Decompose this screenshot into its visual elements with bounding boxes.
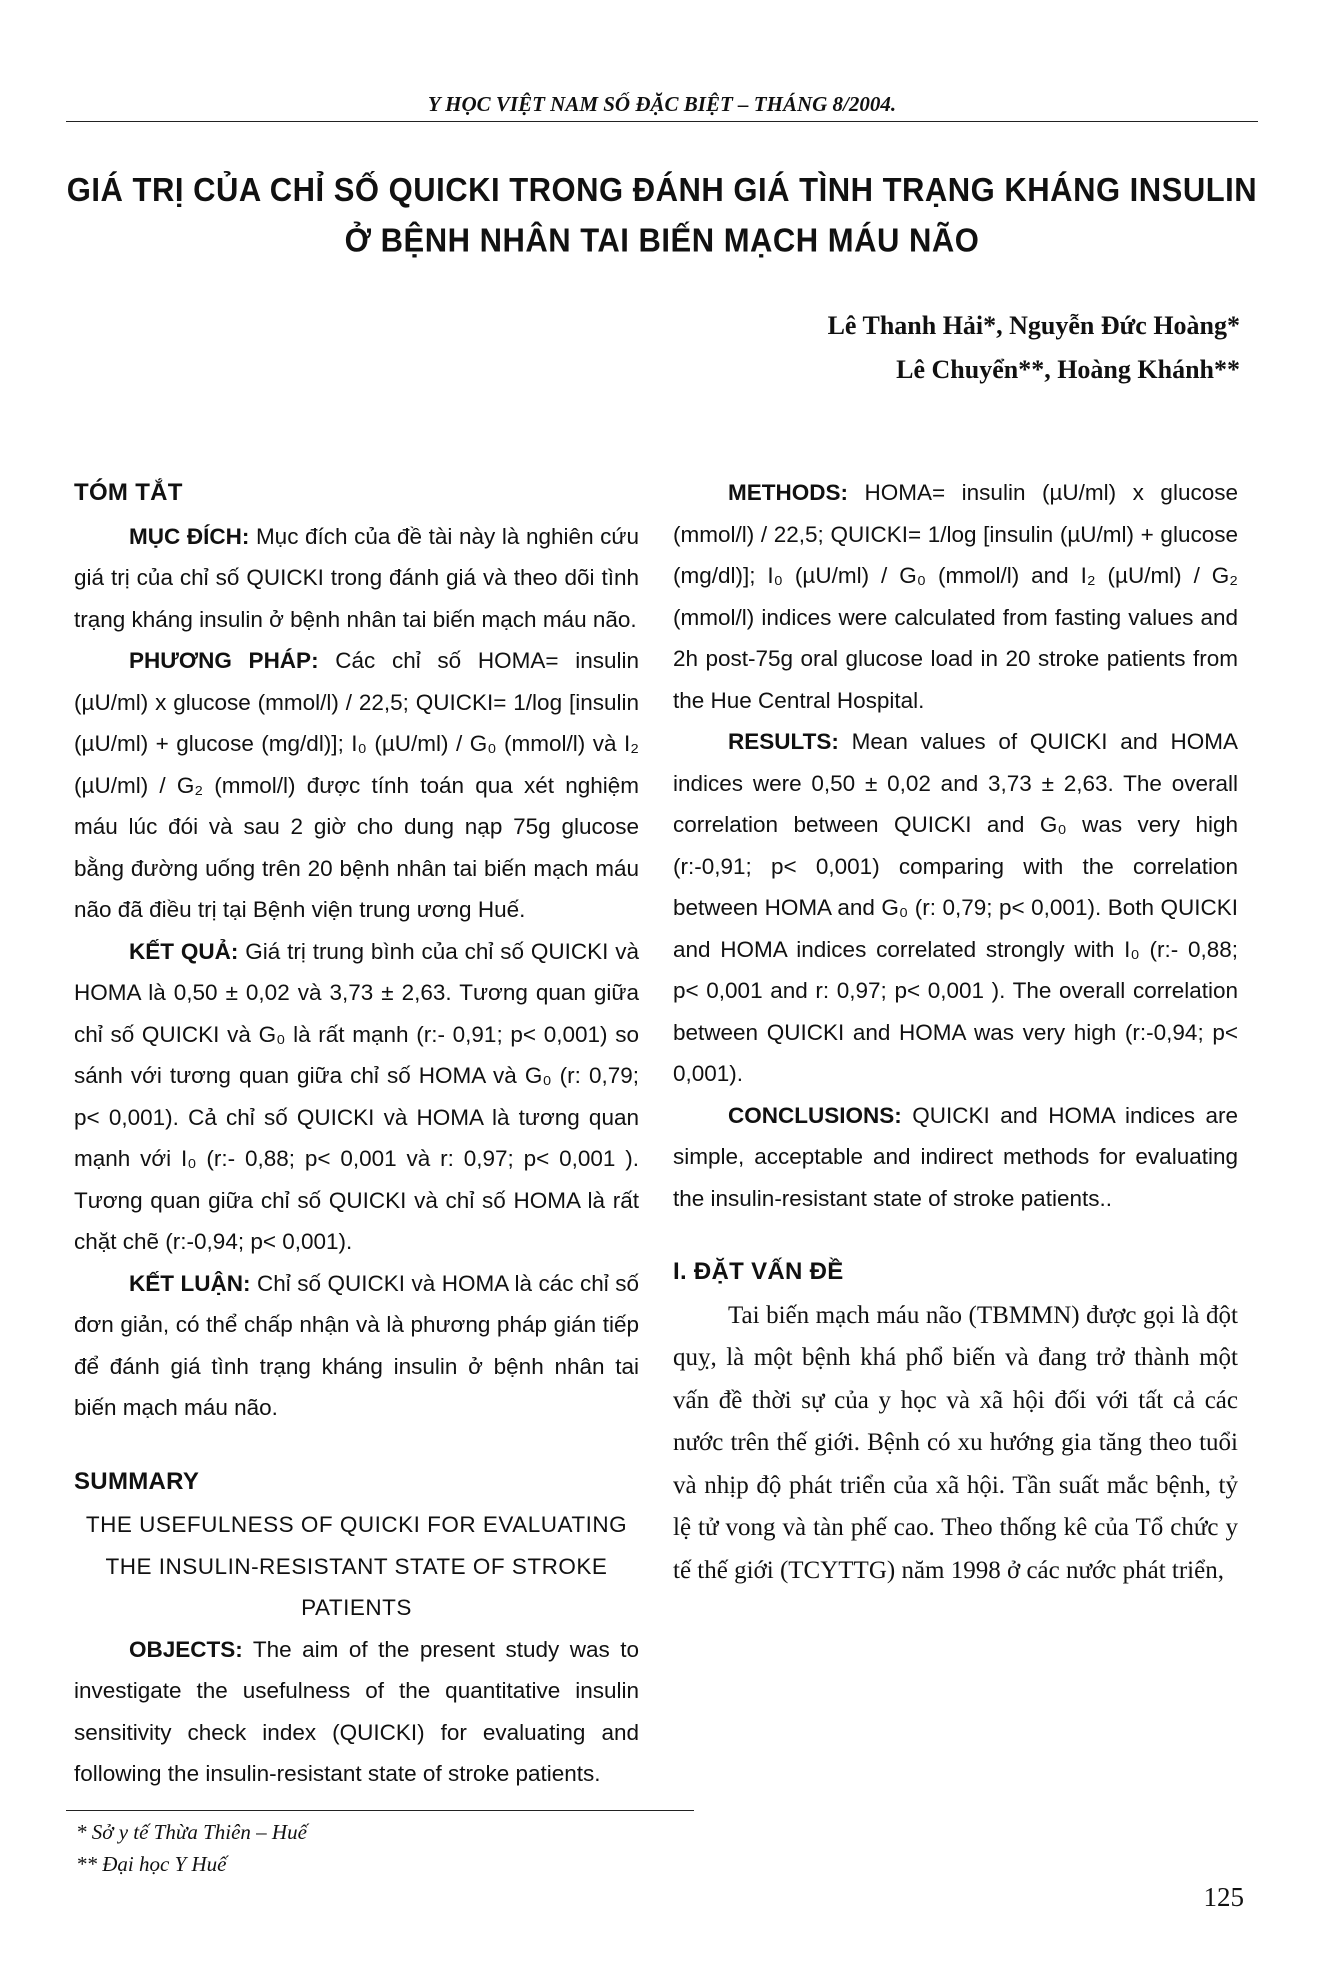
summary-title-line-2: THE INSULIN-RESISTANT STATE OF STROKE (105, 1553, 608, 1579)
footnote-2: ** Đại học Y Huế (76, 1852, 227, 1876)
author-list (828, 304, 1240, 392)
muc-dich-text: Mục đích của đề tài này là nghiên cứu giá trị của chỉ số QUICKI trong đánh giá và theo dõi tình trạng kháng insulin ở bệnh nhân tai biến mạch máu não. (74, 523, 640, 632)
footnote-1: * Sở y tế Thừa Thiên – Huế (76, 1820, 307, 1844)
ket-luan-paragraph (74, 1263, 639, 1429)
methods-label: METHODS: (728, 480, 848, 505)
muc-dich-paragraph (74, 516, 639, 641)
objects-paragraph (74, 1629, 639, 1795)
running-head: Y HỌC VIỆT NAM SỐ ĐẶC BIỆT – THÁNG 8/2004. (66, 92, 1258, 122)
methods-text: HOMA= insulin (µU/ml) x glucose (mmol/l) / 22,5; QUICKI= 1/log [insulin (µU/ml) + glucose (mg/dl)]; I₀ (µU/ml) / G₀ (mmol/l) and I₂ (µU/ml) / G₂ (mmol/l) indices were calculated from fasting values and 2h post-75g oral glucose load in 20 stroke patients from the Hue Central Hospital. (673, 480, 1238, 713)
muc-dich-label: MỤC ĐÍCH: (129, 523, 250, 549)
phuong-phap-label: PHƯƠNG PHÁP: (129, 648, 319, 673)
summary-title-line-1: THE USEFULNESS OF QUICKI FOR EVALUATING (85, 1512, 628, 1537)
ket-qua-paragraph (74, 931, 639, 1263)
page-number: 125 (1203, 1882, 1244, 1912)
footnote-divider (66, 1810, 694, 1811)
article-title (66, 164, 1258, 266)
objects-label: OBJECTS: (129, 1636, 243, 1662)
ket-luan-label: KẾT LUẬN: (129, 1270, 251, 1296)
section-1-heading: I. ĐẶT VẤN ĐỀ (673, 1258, 844, 1285)
results-label: RESULTS: (728, 729, 839, 754)
title-line-1: GIÁ TRỊ CỦA CHỈ SỐ QUICKI TRONG ĐÁNH GIÁ TÌNH TRẠNG KHÁNG INSULIN (66, 170, 1258, 209)
summary-heading: SUMMARY (74, 1467, 200, 1495)
left-column (74, 472, 639, 1795)
conclusions-paragraph (673, 1095, 1238, 1220)
authors-line-1: Lê Thanh Hải*, Nguyễn Đức Hoàng* (827, 311, 1240, 340)
footnotes (76, 1816, 307, 1880)
section-gap (74, 1429, 639, 1461)
ket-qua-label: KẾT QUẢ: (129, 938, 239, 964)
tom-tat-heading: TÓM TẮT (74, 479, 183, 506)
phuong-phap-text: Các chỉ số HOMA= insulin (µU/ml) x glucose (mmol/l) / 22,5; QUICKI= 1/log [insulin (µU/ml) + glucose (mg/dl)]; I₀ (µU/ml) / G₀ (mmol/l) và I₂ (µU/ml) / G₂ (mmol/l) được tính toán qua xét nghiệm máu lúc đói và sau 2 giờ cho dung nạp 75g glucose bằng đường uống trên 20 bệnh nhân tai biến mạch máu não đã điều trị tại Bệnh viện trung ương Huế. (74, 648, 639, 922)
ket-qua-text: Giá trị trung bình của chỉ số QUICKI và HOMA là 0,50 ± 0,02 và 3,73 ± 2,63. Tương quan giữa chỉ số QUICKI và G₀ là rất mạnh (r:- 0,91; p< 0,001) so sánh với tương quan giữa chỉ số HOMA và G₀ (r: 0,79; p< 0,001). Cả chỉ số QUICKI và HOMA là tương quan mạnh với I₀ (r:- 0,88; p< 0,001 và r: 0,97; p< 0,001 ). Tương quan giữa chỉ số QUICKI và chỉ số HOMA là rất chặt chẽ (r:-0,94; p< 0,001). (74, 938, 639, 1254)
conclusions-label: CONCLUSIONS: (728, 1102, 902, 1128)
results-text: Mean values of QUICKI and HOMA indices were 0,50 ± 0,02 and 3,73 ± 2,63. The overall correlation between QUICKI and G₀ was very high (r:-0,91; p< 0,001) comparing with the correlation between HOMA and G₀ (r: 0,79; p< 0,001). Both QUICKI and HOMA indices correlated strongly with I₀ (r:- 0,88; p< 0,001 and r: 0,97; p< 0,001 ). The overall correlation between QUICKI and HOMA was very high (r:-0,94; p< 0,001). (673, 729, 1238, 1086)
phuong-phap-paragraph (74, 640, 639, 931)
section-1-paragraph: Tai biến mạch máu não (TBMMN) được gọi là đột quỵ, là một bệnh khá phổ biến và đang trở thành một vấn đề thời sự của y học và xã hội đối với tất cả các nước trên thế giới. Bệnh có xu hướng gia tăng theo tuổi và nhịp độ phát triển của xã hội. Tần suất mắc bệnh, tỷ lệ tử vong và tàn phế cao. Theo thống kê của Tổ chức y tế thế giới (TCYTTG) năm 1998 ở các nước phát triển, (673, 1301, 1238, 1584)
conclusions-text: QUICKI and HOMA indices are simple, acceptable and indirect methods for evaluating the insulin-resistant state of stroke patients.. (673, 1102, 1238, 1211)
methods-paragraph (673, 472, 1238, 721)
right-column (673, 472, 1238, 1592)
title-line-2: Ở BỆNH NHÂN TAI BIẾN MẠCH MÁU NÃO (344, 221, 980, 260)
ket-luan-text: Chỉ số QUICKI và HOMA là các chỉ số đơn giản, có thể chấp nhận và là phương pháp gián tiếp để đánh giá tình trạng kháng insulin ở bệnh nhân tai biến mạch máu não. (74, 1270, 640, 1420)
section-gap (673, 1219, 1238, 1251)
objects-text: The aim of the present study was to investigate the usefulness of the quantitative insulin sensitivity check index (QUICKI) for evaluating and following the insulin-resistant state of stroke patients. (74, 1636, 639, 1786)
authors-line-2: Lê Chuyển**, Hoàng Khánh** (896, 355, 1240, 384)
summary-title-line-3: PATIENTS (301, 1595, 412, 1620)
results-paragraph (673, 721, 1238, 1095)
